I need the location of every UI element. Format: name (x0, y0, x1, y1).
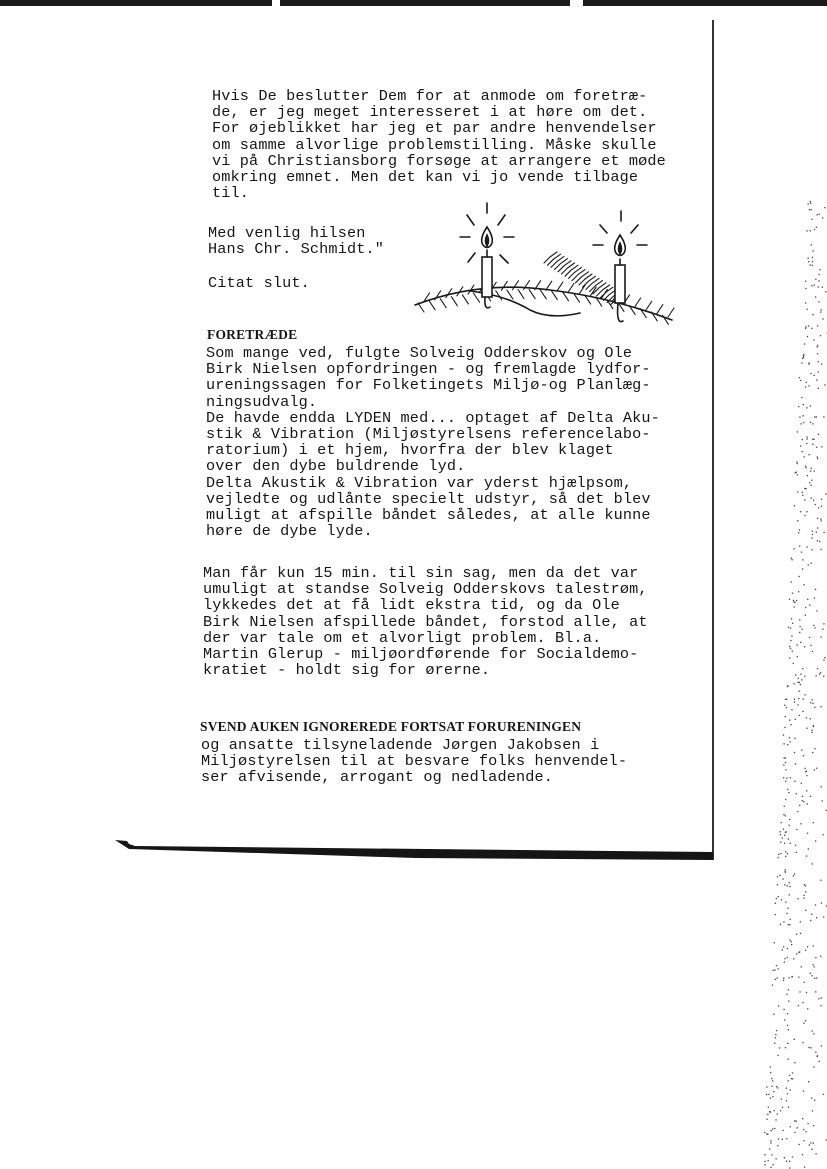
text-line: over den dybe buldrende lyd. (206, 457, 466, 476)
text-line: de, er jeg meget interesseret i at høre om det. (212, 103, 648, 122)
text-line: stik & Vibration (Miljøstyrelsens referencelabo- (206, 425, 651, 444)
text-line: ser afvisende, arrogant og nedladende. (201, 768, 554, 787)
scan-noise (760, 200, 827, 1169)
text-line: Hvis De beslutter Dem for at anmode om foretræ- (212, 87, 648, 105)
foretraede-paragraph (206, 345, 660, 539)
text-line: Birk Nielsen afspillede båndet, forstod alle, at (203, 612, 648, 631)
text-line: til. (212, 184, 250, 203)
section-heading-svend-auken: SVEND AUKEN IGNOREREDE FORTSAT FORURENINGEN (200, 719, 582, 734)
text-line: kratiet - holdt sig for ørerne. (203, 661, 491, 680)
text-line: lykkedes det at få lidt ekstra tid, og da Ole (203, 596, 620, 615)
candles-illustration (410, 195, 675, 340)
text-line: Miljøstyrelsen til at besvare folks henvendel- (201, 752, 628, 771)
text-line: Hans Chr. Schmidt." (208, 240, 385, 259)
text-line: vi på Christiansborg forsøge at arrangere et møde (212, 151, 666, 170)
page-right-edge (712, 20, 714, 860)
text-line: Martin Glerup - miljøordførende for Socialdemo- (203, 645, 639, 664)
quote-end: Citat slut. (208, 274, 310, 292)
scan-top-border (0, 0, 827, 10)
text-line: muligt at afspille båndet således, at alle kunne (206, 506, 651, 525)
time-paragraph (203, 565, 648, 678)
text-line: om samme alvorlige problemstilling. Måske skulle (212, 135, 657, 154)
text-line: høre de dybe lyde. (206, 522, 373, 541)
text-line: Som mange ved, fulgte Solveig Odderskov og Ole (206, 344, 633, 362)
letter-closing (208, 225, 384, 257)
text-line: Birk Nielsen opfordringen - og fremlagde lydfor- (206, 360, 651, 379)
text-line: umuligt at standse Solveig Odderskovs talestrøm, (203, 580, 648, 599)
text-line: vejledte og udlånte specielt udstyr, så det blev (206, 489, 651, 508)
text-line: For øjeblikket har jeg et par andre henvendelser (212, 119, 657, 138)
intro-paragraph (212, 88, 666, 201)
page-bottom-edge (115, 840, 715, 862)
text-line: ratorium) i et hjem, hvorfra der blev klaget (206, 441, 614, 460)
text-line: Med venlig hilsen (208, 224, 366, 242)
svend-auken-paragraph (201, 737, 627, 786)
section-heading-foretraede: FORETRÆDE (207, 327, 298, 342)
text-line: omkring emnet. Men det kan vi jo vende tilbage (212, 168, 639, 187)
text-line: Delta Akustik & Vibration var yderst hjælpsom, (206, 473, 633, 492)
text-line: og ansatte tilsyneladende Jørgen Jakobsen i (201, 736, 600, 754)
text-line: der var tale om et alvorligt problem. Bl.a. (203, 628, 602, 647)
text-line: ningsudvalg. (206, 392, 318, 411)
text-line: Man får kun 15 min. til sin sag, men da det var (203, 564, 639, 582)
text-line: De havde endda LYDEN med... optaget af Delta Aku- (206, 408, 660, 427)
text-line: ureningssagen for Folketingets Miljø-og Planlæg- (206, 376, 651, 395)
